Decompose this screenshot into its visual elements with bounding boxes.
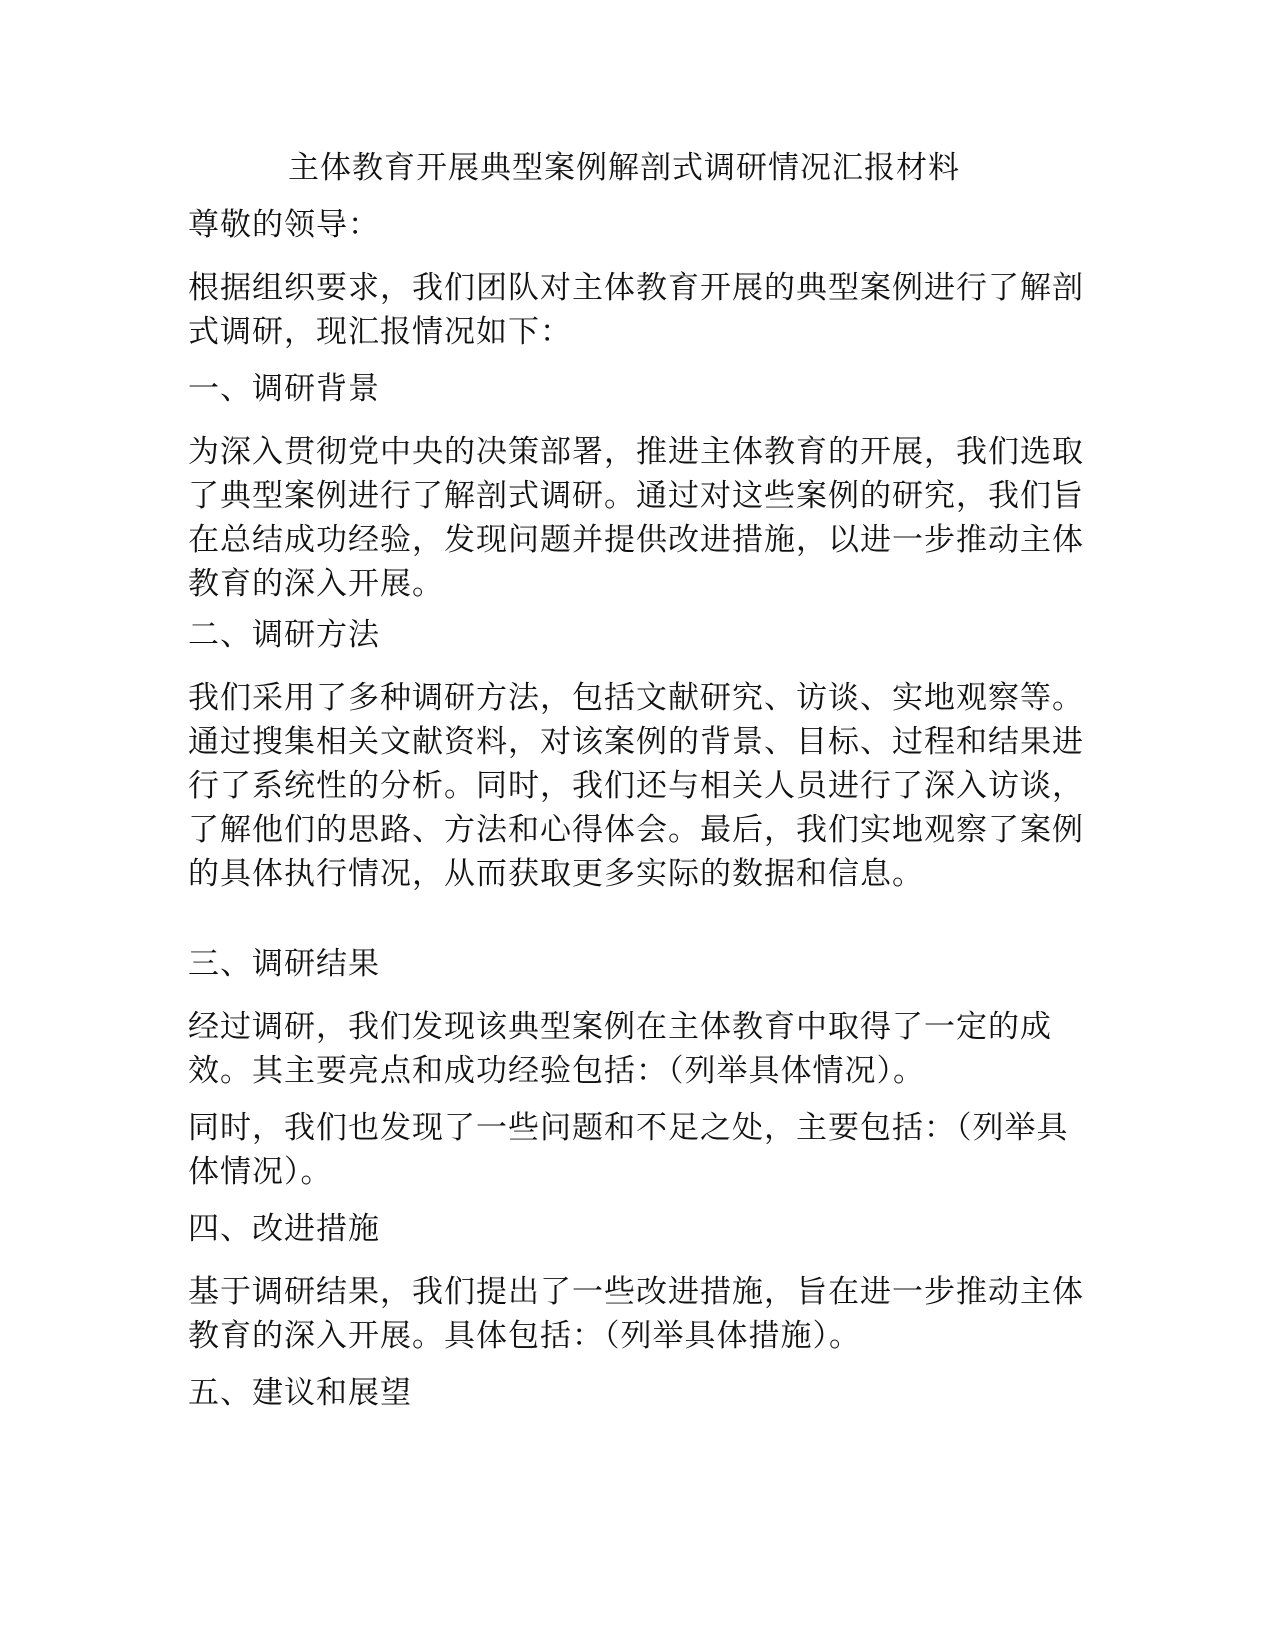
intro-paragraph: 根据组织要求，我们团队对主体教育开展的典型案例进行了解剖式调研，现汇报情况如下：: [188, 270, 1084, 350]
document-title: 主体教育开展典型案例解剖式调研情况汇报材料: [288, 150, 960, 186]
section-body-methods: 我们采用了多种调研方法，包括文献研究、访谈、实地观察等。通过搜集相关文献资料，对该案例的背景、目标、过程和结果进行了系统性的分析。同时，我们还与相关人员进行了深入访谈，了解他们的思路、方法和心得体会。最后，我们实地观察了案例的具体执行情况，从而获取更多实际的数据和信息。: [188, 680, 1084, 892]
section-heading-suggestions: 五、建议和展望: [188, 1375, 412, 1411]
section-heading-results: 三、调研结果: [188, 946, 380, 982]
section-body-results-achievements: 经过调研，我们发现该典型案例在主体教育中取得了一定的成效。其主要亮点和成功经验包括：（列举具体情况）。: [188, 1009, 1052, 1089]
section-heading-background: 一、调研背景: [188, 371, 380, 407]
salutation: 尊敬的领导：: [188, 207, 380, 243]
section-body-background: 为深入贯彻党中央的决策部署，推进主体教育的开展，我们选取了典型案例进行了解剖式调研。通过对这些案例的研究，我们旨在总结成功经验，发现问题并提供改进措施，以进一步推动主体教育的深入开展。: [188, 434, 1084, 602]
section-heading-improvements: 四、改进措施: [188, 1211, 380, 1247]
section-heading-methods: 二、调研方法: [188, 617, 380, 653]
section-body-results-problems: 同时，我们也发现了一些问题和不足之处，主要包括：（列举具体情况）。: [188, 1110, 1069, 1190]
section-body-improvements: 基于调研结果，我们提出了一些改进措施，旨在进一步推动主体教育的深入开展。具体包括：（列举具体措施）。: [188, 1274, 1084, 1354]
